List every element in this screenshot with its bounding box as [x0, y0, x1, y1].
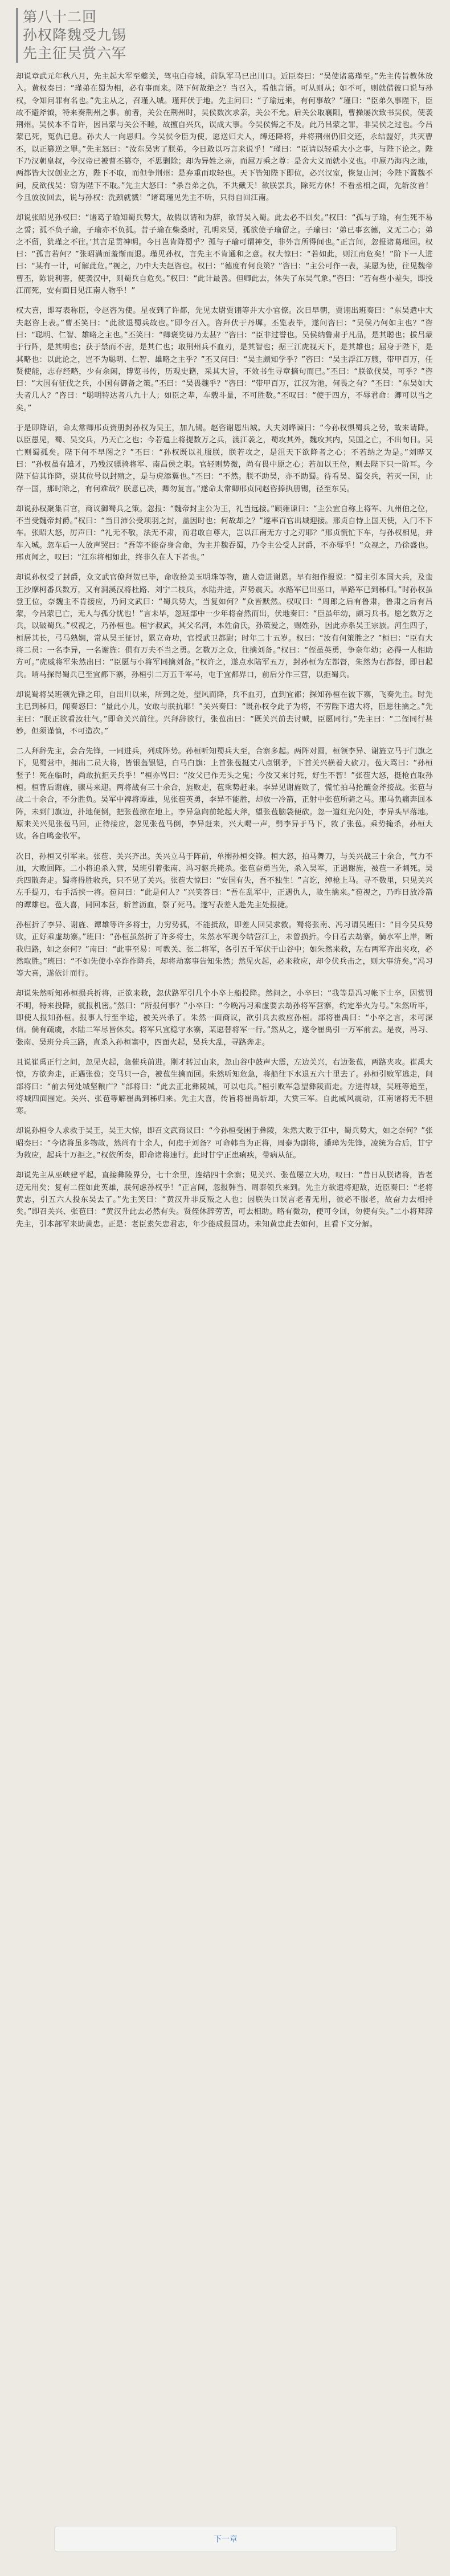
- chapter-number: 第八十二回: [23, 9, 97, 25]
- paragraph: 且说崔禹正行之间，忽见火起，急催兵前进。刚才转过山来，忽山谷中鼓声大震，左边关兴，右边张苞，两路夹攻。崔禹大惊，方欲奔走，正遇张苞；交马只一合，被苞生擒而回。朱然听知危急，将船往下水退五六十里去了。孙桓引败军逃走，问部将曰：“前去何处城坚粮广？”部将曰：“此去正北彝陵城，可以屯兵。”桓引败军急望彝陵而走。方进得城，吴班等追至，将城四面围定。关兴、张苞等解崔禹到秭归来。先主大喜，传旨将崔禹斩却，大赏三军。自此威风震动，江南诸将无不胆寒。: [16, 1058, 433, 1116]
- paragraph: 却说张昭见孙权曰：“诸葛子瑜知蜀兵势大，故假以请和为辞，欲背吴入蜀。此去必不回矣。”权曰：“孤与子瑜，有生死不易之誓；孤不负子瑜，子瑜亦不负孤。昔子瑜在柴桑时，孔明来吴，孤欲使子瑜留之。子瑜曰：‘弟已事玄德，义无二心；弟之不留，犹瑾之不往。’其言足贯神明。今日岂肯降蜀乎？孤与子瑜可谓神交，非外言所得间也。”正言间，忽报诸葛瑾回。权曰：“孤言若何？”张昭满面羞惭而退。瑾见孙权，言先主不肯通和之意。权大惊曰：“若如此，则江南危矣！”阶下一人进曰：“某有一计，可解此危。”视之，乃中大夫赵咨也。权曰：“德度有何良策？”咨曰：“主公可作一表，某愿为使，往见魏帝曹丕，陈说利害，使袭汉中，则蜀兵自危矣。”权曰：“此计最善。但卿此去，休失了东吴气象。”咨曰：“若有些小差失，即投江而死，安有面目见江南人物乎！”: [16, 214, 433, 296]
- chapter-heading: [16, 8, 433, 63]
- next-chapter-button[interactable]: [54, 2526, 397, 2552]
- paragraph: 却说章武元年秋八月，先主起大军至夔关，驾屯白帝城，前队军马已出川口。近臣奏曰：“吴使诸葛瑾至。”先主传旨教休放入。黄权奏曰：“瑾弟在蜀为相，必有事而来。陛下何故绝之？当召入，看他言语。可从则从；如不可，则就借彼口说与孙权，令知问罪有名也。”先主从之，召瑾入城。瑾拜伏于地。先主问曰：“子瑜远来，有何事故？”瑾曰：“臣弟久事陛下，臣故不避斧钺，特来奏荆州之事。前者，关公在荆州时，吴侯数次求亲，关公不允。后关公取襄阳，曹操屡次致书吴侯，使袭荆州。吴侯本不肯许，因吕蒙与关公不睦，故擅自兴兵，误成大事。今吴侯悔之不及。此乃吕蒙之罪，非吴侯之过也。今吕蒙已死，冤仇已息。孙夫人一向思归。今吴侯令臣为使，愿送归夫人，缚还降将，并将荆州仍旧交还，永结盟好，共灭曹丕，以正篡逆之罪。”先主怒曰：“汝东吴害了朕弟，今日敢以巧言来说乎！”瑾曰：“臣请以轻重大小之事，与陛下论之。陛下乃汉朝皇叔，今汉帝已被曹丕篡夺，不思剿除；却为异姓之亲，而屈万乘之尊：是舍大义而就小义也。中原乃海内之地，两都皆大汉创业之方，陛下不取，而但争荆州：是弃重而取轻也。天下皆知陛下即位，必兴汉室，恢复山河；今陛下置魏不问，反欲伐吴：窃为陛下不取。”先主大怒曰：“杀吾弟之仇，不共戴天！欲朕罢兵，除死方休！不看丞相之面，先斩汝首！今且放汝回去，说与孙权：洗颈就戮！”诸葛瑾见先主不听，只得自回江南。: [16, 72, 433, 202]
- next-chapter-label: 下一章: [214, 2535, 238, 2544]
- paragraph: 却说孙权受了封爵，众文武官僚拜贺已毕，命收拾美玉明珠等物，遣人赍进谢恩。早有细作报说：“蜀主引本国大兵，及蛮王沙摩柯番兵数万，又有洞溪汉将杜路、刘宁二枝兵，水陆并进，声势震天。水路军已出巫口，旱路军已到秭归。”时孙权虽登王位，奈魏主不肯接应，乃问文武曰：“蜀兵势大，当复如何？”众皆默然。权叹曰：“周郎之后有鲁肃，鲁肃之后有吕蒙，今吕蒙已亡，无人与孤分忧也！”言未毕，忽班部中一少年将奋然而出，伏地奏曰：“臣虽年幼，颇习兵书。愿乞数万之兵，以破蜀兵。”权视之，乃孙桓也。桓字叔武，其父名河，本姓俞氏，孙策爱之，赐姓孙，因此亦系吴王宗族。河生四子，桓居其长，弓马熟娴，常从吴王征讨，累立奇功，官授武卫都尉；时年二十五岁。权曰：“汝有何策胜之？”桓曰：“臣有大将二员：一名李异，一名谢旌：俱有万夫不当之勇。乞数万之众，往擒刘备。”权曰：“侄虽英勇，争奈年幼；必得一人相助方可。”虎威将军朱然出曰：“臣愿与小将军同擒刘备。”权许之，遂点水陆军五万，封孙桓为左都督，朱然为右都督，即日起兵。哨马探得蜀兵已至宜都下寨，孙桓引二万五千军马，屯于宜都界口，前后分作三营，以拒蜀兵。: [16, 573, 433, 679]
- paragraph: 却说先主从巫峡建平起，直接彝陵界分，七十余里，连结四十余寨；见关兴、张苞屡立大功，叹曰：“昔日从朕诸将，皆老迈无用矣；复有二侄如此英雄，朕何虑孙权乎！”正言间，忽报韩当、周泰领兵来到。先主方欲遣将迎敌，近臣奏曰：“老将黄忠，引五六人投东吴去了。”先主笑曰：“黄汉升非反叛之人也；因朕失口误言老者无用，彼必不服老，故奋力去相持矣。”即召关兴、张苞曰：“黄汉升此去必然有失。贤侄休辞劳苦，可去相助。略有微功，便可令回，勿使有失。”二小将拜辞先主，引本部军来助黄忠。正是：老臣素矢忠君志，年少能成报国功。未知黄忠此去如何，且看下文分解。: [16, 1171, 433, 1229]
- chapter-title-line-1: 孙权降魏受九锡: [23, 27, 127, 43]
- paragraph: 却说孙权聚集百官，商议御蜀兵之策。忽报：“魏帝封主公为王，礼当远接。”顾雍谏曰：“主公宜自称上将军、九州伯之位，不当受魏帝封爵。”权曰：“当日沛公受项羽之封，盖因时也；何故却之？”遂率百官出城迎接。邢贞自恃上国天使，入门不下车。张昭大怒，厉声曰：“礼无不敬，法无不肃，而君敢自尊大，岂以江南无方寸之刃耶？”邢贞慌忙下车，与孙权相见，并车入城。忽车后一人放声哭曰：“吾等不能奋身舍命，为主并魏吞蜀，乃令主公受人封爵，不亦辱乎！”众视之，乃徐盛也。邢贞闻之，叹曰：“江东将相如此，终非久在人下者也。”: [16, 504, 433, 562]
- chapter-body: [16, 71, 433, 1230]
- page-bottom-margin: [0, 2570, 450, 2576]
- paragraph: 次日，孙桓又引军来。张苞、关兴齐出。关兴立马于阵前，单搦孙桓交锋。桓大怒，拍马舞刀，与关兴战三十余合，气力不加，大败回阵。二小将追杀入营，吴班引着张南、冯习驱兵掩杀。张苞奋勇当先，杀入吴军，正遇谢旌，被苞一矛刺死。吴兵四散奔走。蜀将得胜收兵，只不见了关兴。张苞大惊曰：“安国有失，吾不独生！”言讫，绰枪上马。寻不数里，只见关兴左手提刀，右手活挟一将。苞问曰：“此是何人？”兴笑答曰：“吾在乱军中，正遇仇人，故生擒来。”苞视之，乃昨日放冷箭的谭雄也。苞大喜，同回本营，斩首沥血，祭了死马。遂写表差人赴先主处报捷。: [16, 852, 433, 910]
- paragraph: 权大喜，即写表称臣，令赵咨为使。星夜到了许都，先见太尉贾诩等并大小官僚。次日早朝，贾诩出班奏曰：“东吴遣中大夫赵咨上表。”曹丕笑曰：“此欲退蜀兵故也。”即令召入。咨拜伏于丹墀。丕览表毕，遂问咨曰：“吴侯乃何如主也？”咨曰：“聪明、仁智、雄略之主也。”丕笑曰：“卿褒奖毋乃太甚？”咨曰：“臣非过誉也。吴侯纳鲁肃于凡品，是其聪也；拔吕蒙于行阵，是其明也；获于禁而不害，是其仁也；取荆州兵不血刃，是其智也；据三江虎视天下，是其雄也；屈身于陛下，是其略也：以此论之，岂不为聪明、仁智、雄略之主乎？”丕又问曰：“吴主颇知学乎？”咨曰：“吴主浮江万艘，带甲百万，任贤使能，志存经略，少有余闲，博览书传，历观史籍，采其大旨，不效书生寻章摘句而已。”丕曰：“朕欲伐吴，可乎？”咨曰：“大国有征伐之兵，小国有御备之策。”丕曰：“吴畏魏乎？”咨曰：“带甲百万，江汉为池，何畏之有？”丕曰：“东吴如大夫者几人？”咨曰：“聪明特达者八九十人；如臣之辈，车载斗量，不可胜数。”丕叹曰：“使于四方，不辱君命：卿可以当之矣。”: [16, 307, 433, 413]
- paragraph: 孙桓折了李异、谢旌、谭雄等许多将士，力穷势孤，不能抵敌，即差人回吴求救。蜀将张南、冯习谓吴班曰：“目今吴兵势败，正好乘虚劫寨。”班曰：“孙桓虽然折了许多将士，朱然水军现今结营江上，未曾损折。今日若去劫寨，倘水军上岸，断我归路，如之奈何？”南曰：“此事至易：可教关、张二将军，各引五千军伏于山谷中；如朱然来救，左右两军齐出夹攻，必然取胜。”班曰：“不如先使小卒诈作降兵，却将劫寨事告知朱然；然见火起，必来救应，却令伏兵击之，则大事济矣。”冯习等大喜，遂依计而行。: [16, 921, 433, 979]
- chapter-title-line-2: 先主征吴赏六军: [23, 45, 127, 62]
- paragraph: 却说朱然听知孙桓损兵折将，正欲来救，忽伏路军引几个小卒上船投降。然问之，小卒曰：“我等是冯习帐下士卒，因赏罚不明，特来投降，就报机密。”然曰：“所报何事？”小卒曰：“今晚冯习乘虚要去劫孙将军营寨，约定举火为号。”朱然听毕，即使人报知孙桓。报事人行至半途，被关兴杀了。朱然一面商议，欲引兵去救应孙桓。部将崔禹曰：“小卒之言，未可深信。倘有疏虞，水陆二军尽皆休矣。将军只宜稳守水寨，某愿替将军一行。”然从之，遂令崔禹引一万军前去。是夜，冯习、张南、吴班分兵三路，直杀入孙桓寨中，四面火起，吴兵大乱，寻路奔走。: [16, 989, 433, 1047]
- paragraph: 却说孙桓令人求救于吴王，吴王大惊，即召文武商议曰：“今孙桓受困于彝陵，朱然大败于江中，蜀兵势大，如之奈何？”张昭奏曰：“今诸将虽多物故，然尚有十余人，何虑于刘备？可命韩当为正将，周泰为副将，潘璋为先锋，凌统为合后，甘宁为救应，起兵十万拒之。”权依所奏，即命诸将速行。此时甘宁正患痢疾，带病从征。: [16, 1127, 433, 1160]
- paragraph: 于是即降诏，命太常卿邢贞赍册封孙权为吴王，加九锡。赵咨谢恩出城。大夫刘晔谏曰：“今孙权惧蜀兵之势，故来请降。以臣愚见，蜀、吴交兵，乃天亡之也；今若遣上将提数万之兵，渡江袭之，蜀攻其外，魏攻其内，吴国之亡，不出旬日。吴亡则蜀孤矣。陛下何不早图之？”丕曰：“孙权既以礼服朕，朕若攻之，是沮天下欲降者之心；不若纳之为是。”刘晔又曰：“孙权虽有雄才，乃残汉骠骑将军、南昌侯之职。官轻则势微，尚有畏中原之心；若加以王位，则去陛下只一阶耳。今陛下信其诈降，崇其位号以封殖之，是与虎添翼也。”丕曰：“不然。朕不助吴，亦不助蜀。待看吴、蜀交兵，若灭一国，止存一国，那时除之，有何难哉？朕意已决，卿勿复言。”遂命太常卿邢贞同赵咨捧执册锡，径至东吴。: [16, 424, 433, 494]
- paragraph: 二人拜辞先主，会合先锋，一同进兵，列成阵势。孙桓听知蜀兵大至，合寨多起。两阵对圆，桓领李异、谢旌立马于门旗之下，见蜀营中，拥出二员大将，皆银盔银铠，白马白旗：上首张苞挺丈八点钢矛，下首关兴横着大砍刀。苞大骂曰：“孙桓竖子！死在临时，尚敢抗拒天兵乎！”桓亦骂曰：“汝父已作无头之鬼；今汝又来讨死，好生不智！”张苞大怒，挺枪直取孙桓。桓背后谢旌，骤马来迎。两将战有三十余合，旌败走，苞乘势赶来。李异见谢旌败了，慌忙拍马抡蘸金斧接战。张苞与战二十余合，不分胜负。吴军中裨将谭雄，见张苞英勇，李异不能胜，却放一冷箭，正射中张苞所骑之马。那马负痛奔回本阵，未到门旗边，扑地便倒，把张苞掀在地上。李异急向前轮起大斧，望张苞脑袋便砍。忽一道红光闪处，李异头早落地。原来关兴见张苞马回，正待接应，忽见张苞马倒，李异赶来，兴大喝一声，劈李异于马下，救了张苞。乘势掩杀，孙桓大败。各自鸣金收军。: [16, 747, 433, 841]
- paragraph: 却说蜀将吴班领先锋之印，自出川以来，所到之处，望风而降，兵不血刃，直到宜都；探知孙桓在彼下寨，飞奏先主。时先主已到秭归，闻奏怒曰：“量此小儿，安敢与朕抗耶！”关兴奏曰：“既孙权令此子为将，不劳陛下遣大将，臣愿往擒之。”先主曰：“朕正欲看汝壮气。”即命关兴前往。兴拜辞欲行，张苞出曰：“既关兴前去讨贼，臣愿同行。”先主曰：“二侄同行甚妙，但须谨慎，不可造次。”: [16, 690, 433, 736]
